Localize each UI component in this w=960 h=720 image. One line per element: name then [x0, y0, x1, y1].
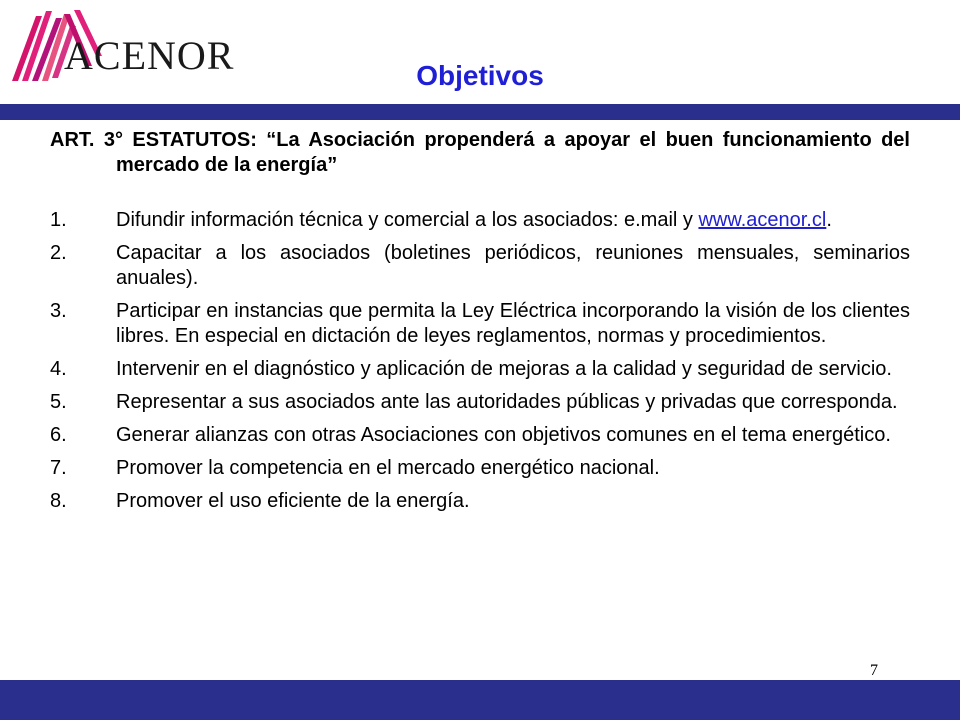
list-item: [50, 299, 910, 349]
item-number: 4.: [50, 358, 67, 380]
list-item: [50, 456, 910, 481]
logo-text: ACENOR: [64, 33, 235, 78]
list-item: [50, 357, 910, 382]
header-band: [0, 104, 960, 120]
item-text: Representar a sus asociados ante las autoridades públicas y privadas que corresponda.: [116, 391, 898, 413]
item-text: Promover la competencia en el mercado energético nacional.: [116, 457, 660, 479]
list-item: [50, 241, 910, 291]
item-text: Participar en instancias que permita la Ley Eléctrica incorporando la visión de los clientes libres. En especial en dictación de leyes reglamentos, normas y procedimientos.: [116, 300, 910, 347]
objectives-list: [50, 208, 910, 514]
item-text: Generar alianzas con otras Asociaciones con objetivos comunes en el tema energético.: [116, 424, 891, 446]
item-number: 2.: [50, 242, 67, 264]
article-statement: ART. 3° ESTATUTOS: “La Asociación propenderá a apoyar el buen funcionamiento del mercado de la energía”: [50, 129, 910, 176]
item-number: 1.: [50, 209, 67, 231]
item-text: Capacitar a los asociados (boletines periódicos, reuniones mensuales, seminarios anuales).: [116, 242, 910, 289]
list-item: [50, 390, 910, 415]
item-number: 8.: [50, 490, 67, 512]
item-number: 3.: [50, 300, 67, 322]
item-number: 7.: [50, 457, 67, 479]
acenor-website-link[interactable]: www.acenor.cl: [698, 209, 827, 231]
slide-number: 7: [870, 662, 878, 679]
item-text-end: .: [826, 209, 832, 231]
list-item: [50, 423, 910, 448]
list-item: [50, 489, 910, 514]
page-title: Objetivos: [416, 60, 544, 91]
item-text: Promover el uso eficiente de la energía.: [116, 490, 470, 512]
slide-content: [50, 128, 910, 522]
list-item: [50, 208, 910, 233]
item-number: 5.: [50, 391, 67, 413]
footer-band: [0, 680, 960, 720]
item-number: 6.: [50, 424, 67, 446]
item-text: Difundir información técnica y comercial a los asociados: e.mail y: [116, 209, 699, 231]
item-text: Intervenir en el diagnóstico y aplicación de mejoras a la calidad y seguridad de servicio.: [116, 358, 892, 380]
